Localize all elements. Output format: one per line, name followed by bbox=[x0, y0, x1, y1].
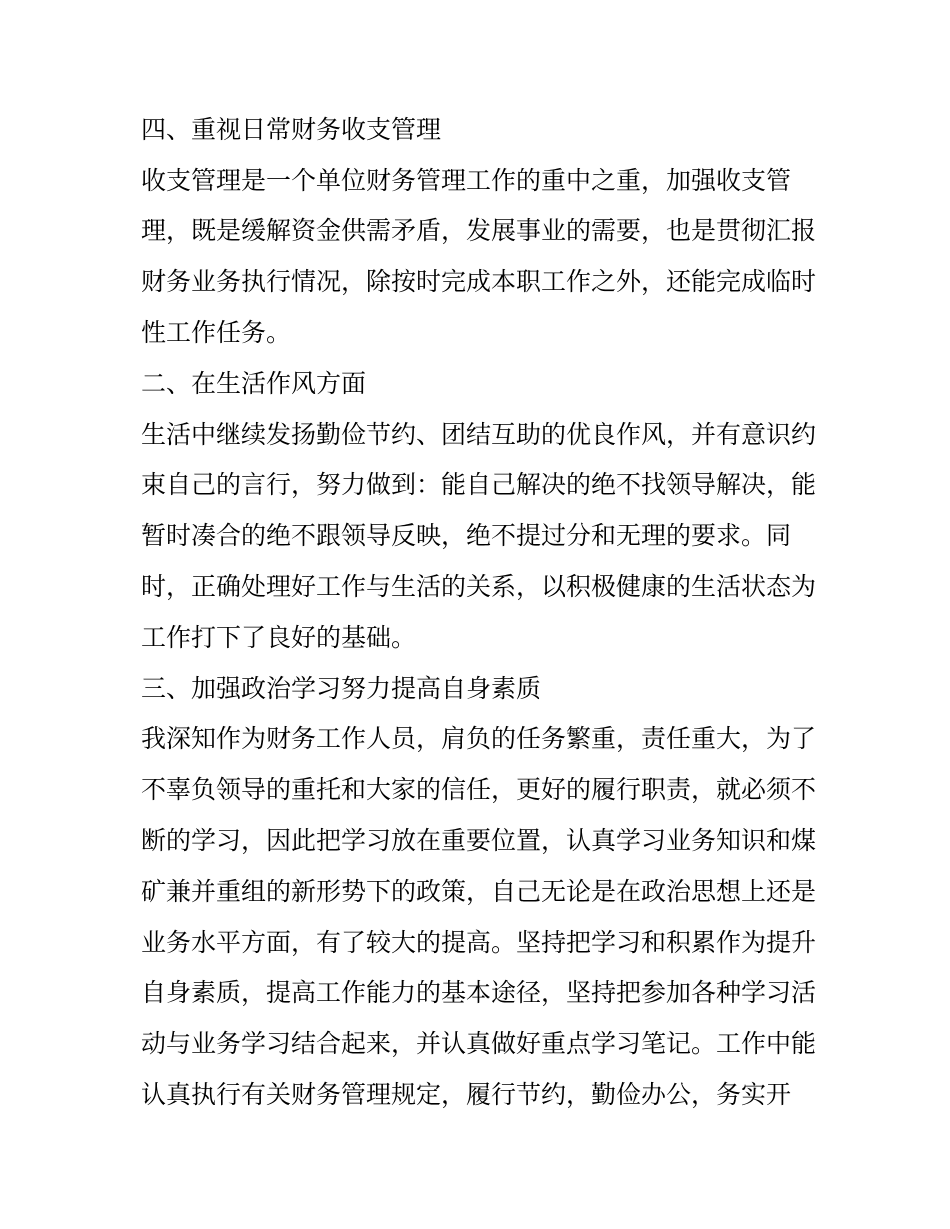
paragraph-line: 认真执行有关财务管理规定，履行节约，勤俭办公，务实开 bbox=[141, 1080, 792, 1109]
paragraph-line: 自身素质，提高工作能力的基本途径，坚持把参加各种学习活 bbox=[141, 978, 817, 1007]
paragraph-line: 工作打下了良好的基础。 bbox=[141, 623, 417, 652]
heading-section-3: 三、加强政治学习努力提高自身素质 bbox=[141, 674, 542, 703]
paragraph-line: 理，既是缓解资金供需矛盾，发展事业的需要，也是贯彻汇报 bbox=[141, 216, 817, 245]
paragraph-line: 束自己的言行，努力做到：能自己解决的绝不找领导解决，能 bbox=[141, 470, 817, 499]
paragraph-line: 财务业务执行情况，除按时完成本职工作之外，还能完成临时 bbox=[141, 267, 817, 296]
paragraph-line: 不辜负领导的重托和大家的信任，更好的履行职责，就必须不 bbox=[141, 775, 817, 804]
paragraph-line: 动与业务学习结合起来，并认真做好重点学习笔记。工作中能 bbox=[141, 1029, 817, 1058]
paragraph-line: 暂时凑合的绝不跟领导反映，绝不提过分和无理的要求。同 bbox=[141, 521, 792, 550]
paragraph-line: 我深知作为财务工作人员，肩负的任务繁重，责任重大，为了 bbox=[141, 724, 817, 753]
paragraph-line: 性工作任务。 bbox=[141, 318, 292, 347]
paragraph-line: 收支管理是一个单位财务管理工作的重中之重，加强收支管 bbox=[141, 166, 792, 195]
paragraph-line: 断的学习，因此把学习放在重要位置，认真学习业务知识和煤 bbox=[141, 826, 817, 855]
paragraph-line: 时，正确处理好工作与生活的关系，以积极健康的生活状态为 bbox=[141, 572, 817, 601]
paragraph-line: 业务水平方面，有了较大的提高。坚持把学习和积累作为提升 bbox=[141, 928, 817, 957]
heading-section-2: 二、在生活作风方面 bbox=[141, 369, 367, 398]
heading-section-4: 四、重视日常财务收支管理 bbox=[141, 115, 442, 144]
paragraph-line: 生活中继续发扬勤俭节约、团结互助的优良作风，并有意识约 bbox=[141, 420, 817, 449]
paragraph-line: 矿兼并重组的新形势下的政策，自己无论是在政治思想上还是 bbox=[141, 877, 817, 906]
